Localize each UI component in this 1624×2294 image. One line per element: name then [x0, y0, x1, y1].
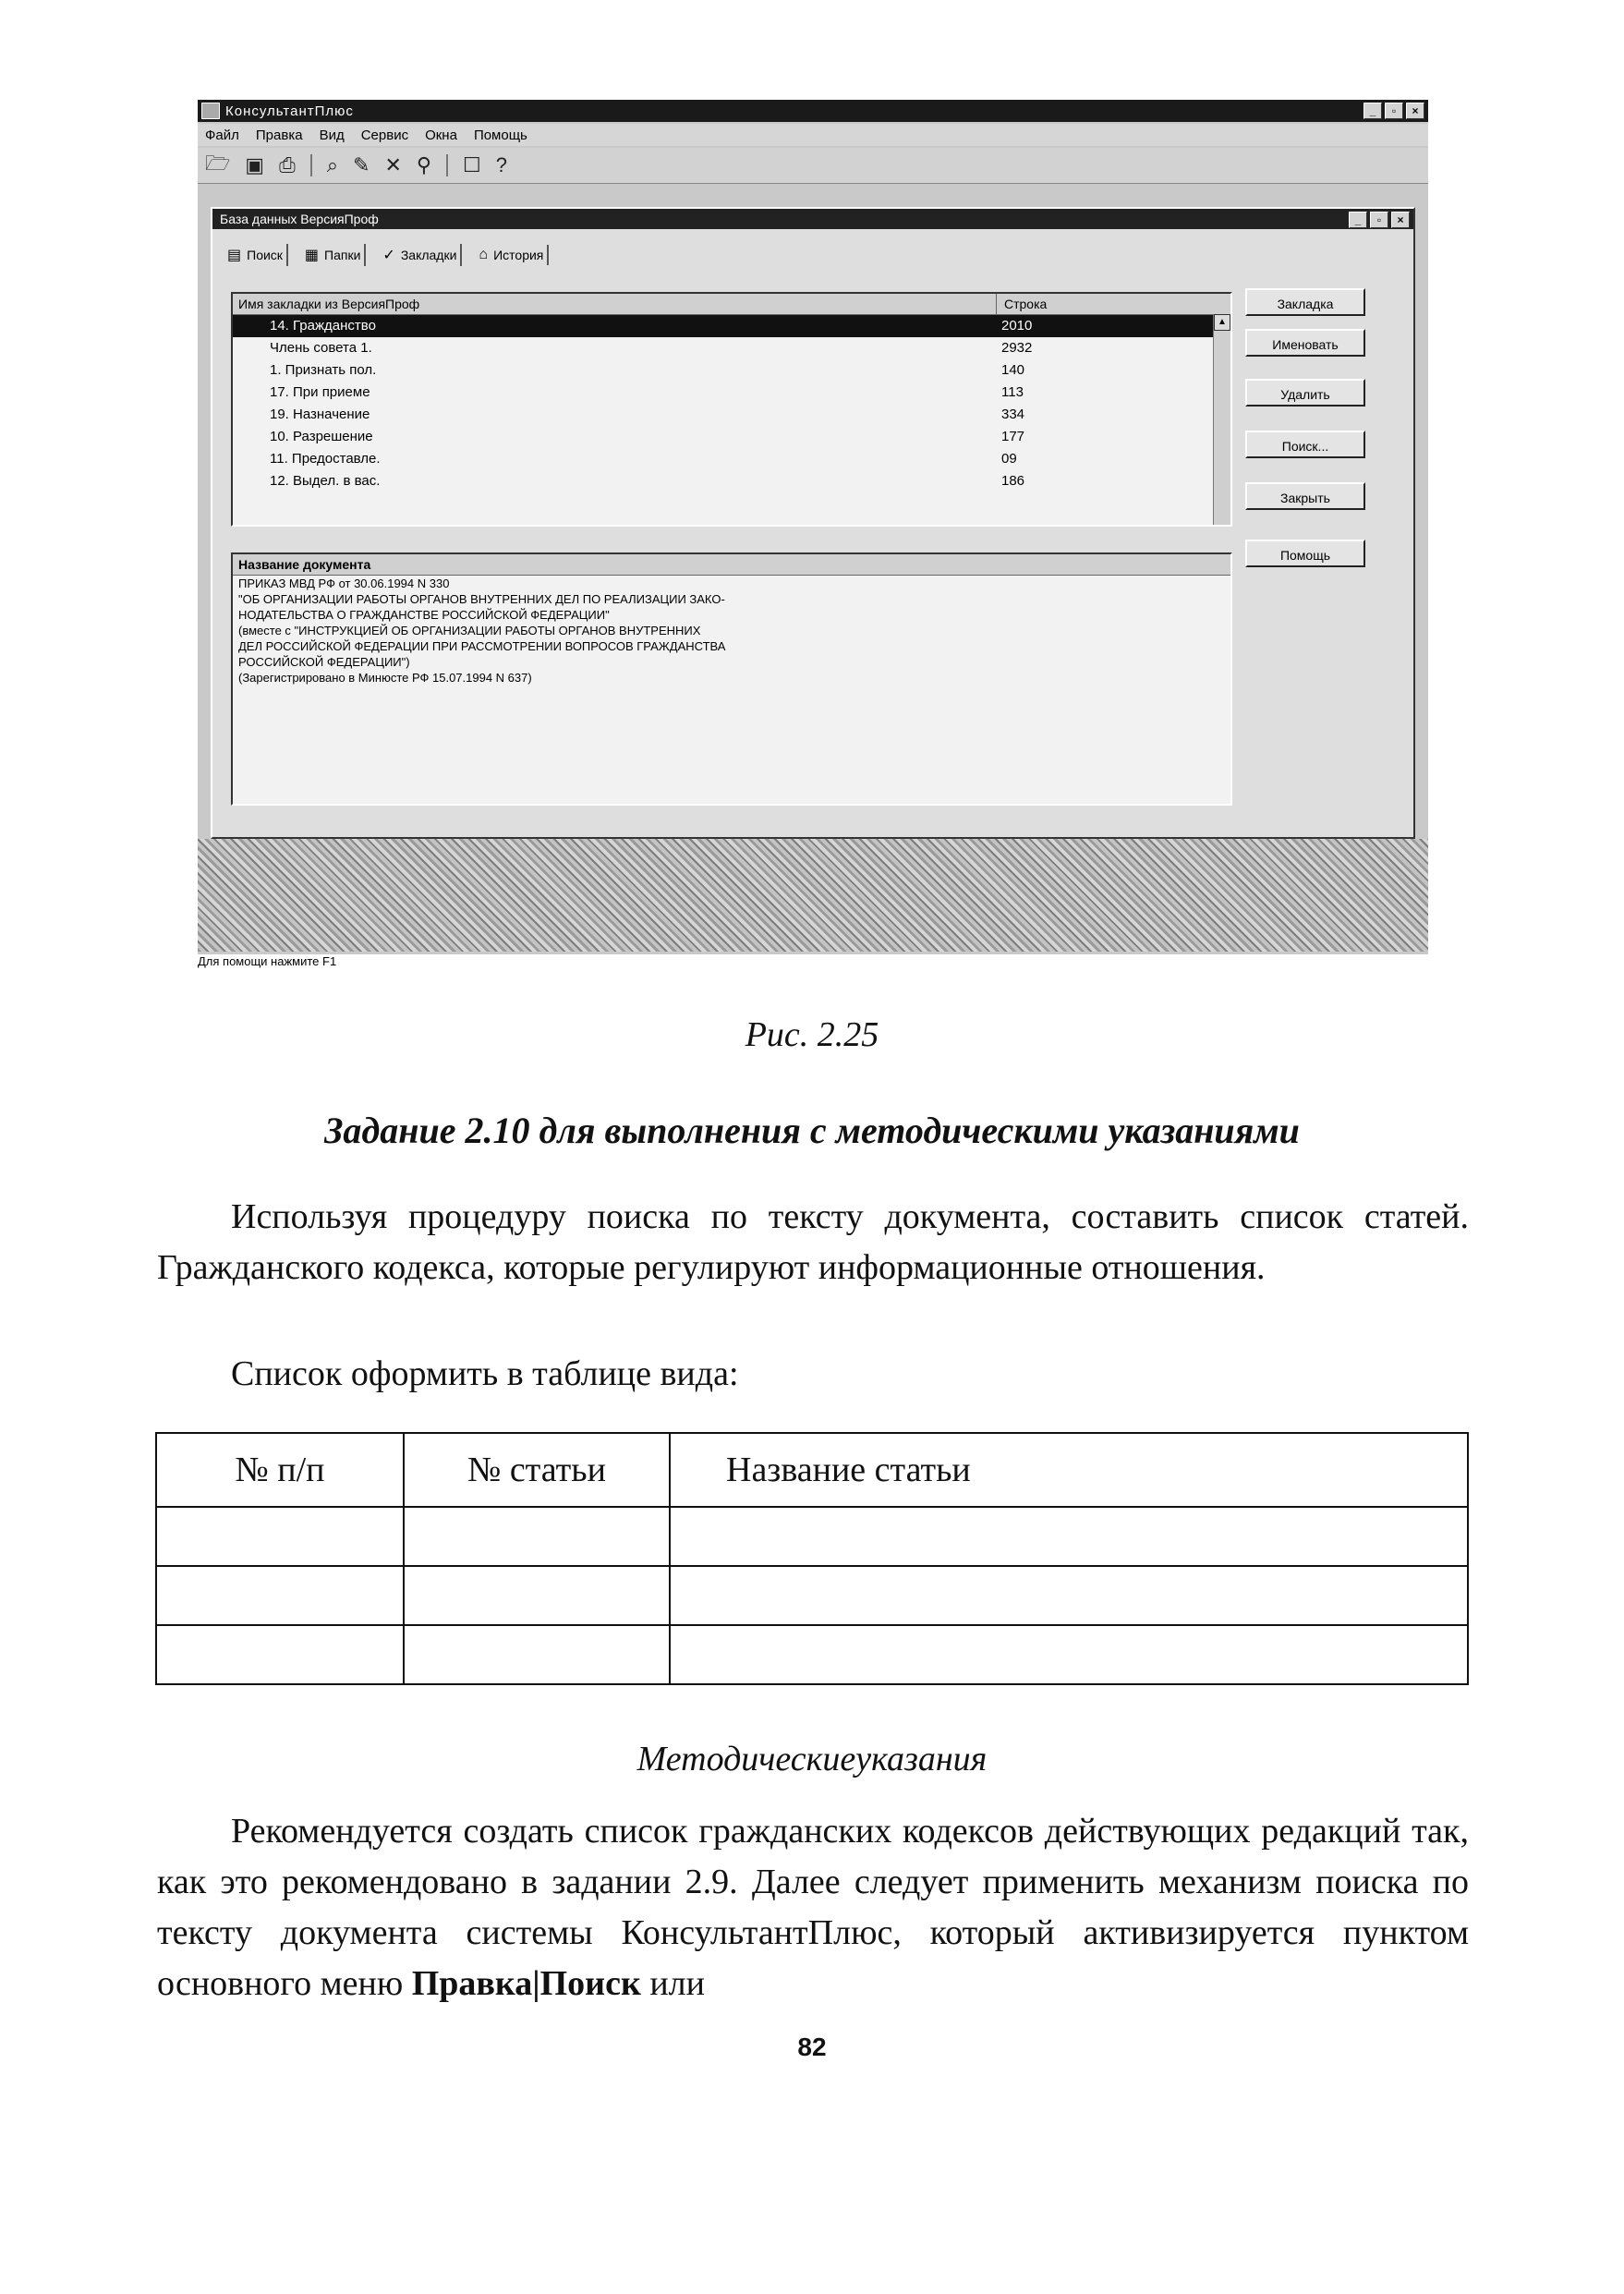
figure-screenshot [198, 100, 1428, 977]
subheading: Методическиеуказания [636, 1740, 988, 1778]
rename-button[interactable]: Именовать [1245, 329, 1365, 357]
tab-bar [224, 244, 562, 266]
close-icon[interactable]: × [1406, 103, 1424, 119]
menu-edit[interactable]: Правка [255, 127, 303, 143]
menubar [198, 124, 1428, 146]
list-item[interactable]: Члень совета 1. 2932 [270, 340, 1033, 356]
search-button[interactable]: Поиск... [1245, 431, 1365, 458]
doc-line: НОДАТЕЛЬСТВА О ГРАЖДАНСТВЕ РОССИЙСКОЙ ФЕДЕРАЦИИ" [238, 608, 610, 622]
doc-header: Название документа [233, 554, 1230, 576]
bookmark-tab-icon: ✓ [382, 248, 395, 263]
child-window-title: База данных ВерсияПроф [220, 212, 379, 226]
paragraph-table-intro: Список оформить в таблице вида: [231, 1354, 739, 1393]
tab-folders[interactable]: ▦ Папки [301, 244, 367, 266]
tab-bookmarks[interactable]: ✓ Закладки [379, 244, 462, 266]
paragraph-instructions: Используя процедуру поиска по тексту документа, составить список статей. Гражданского кодекса, которые регулируют информационные отношения. [157, 1197, 1469, 1287]
delete-button[interactable]: Удалить [1245, 379, 1365, 407]
toolbar [198, 148, 1428, 184]
list-item[interactable]: 1. Признать пол. 140 [270, 362, 1025, 378]
page-number: 82 [797, 2033, 827, 2061]
menu-file[interactable]: Файл [205, 127, 239, 143]
scroll-up-icon[interactable]: ▲ [1214, 314, 1230, 331]
list-item[interactable]: 11. Предоставле. 09 [270, 451, 1017, 467]
menu-help[interactable]: Помощь [473, 127, 527, 143]
menu-path: Правка|Поиск [411, 1964, 641, 2003]
open-icon[interactable]: 🗁 [205, 152, 231, 175]
menu-service[interactable]: Сервис [360, 127, 409, 143]
child-minimize-icon[interactable]: _ [1349, 212, 1367, 228]
table-header-cell: Название статьи [670, 1433, 1468, 1507]
list-item[interactable]: 10. Разрешение 177 [270, 429, 1025, 444]
tab-history[interactable]: ⌂ История [475, 245, 549, 265]
binoculars-icon[interactable]: ⚲ [416, 153, 432, 176]
app-title: КонсультантПлюс [225, 103, 354, 119]
document-name-box [231, 552, 1232, 806]
doc-line: (вместе с "ИНСТРУКЦИЕЙ ОБ ОРГАНИЗАЦИИ РАБОТЫ ОРГАНОВ ВНУТРЕННИХ [238, 624, 701, 637]
bookmark-button[interactable]: Закладка [1245, 288, 1365, 316]
history-icon: ⌂ [479, 247, 489, 262]
bookmark-icon[interactable]: ✎ [353, 153, 370, 176]
table-row [156, 1566, 1468, 1625]
menu-windows[interactable]: Окна [425, 127, 457, 143]
status-bar: Для помощи нажмите F1 [198, 954, 337, 968]
child-close-icon[interactable]: × [1391, 212, 1410, 228]
list-scrollbar[interactable] [1213, 314, 1230, 525]
list-header [233, 294, 1230, 315]
doc-line: ПРИКАЗ МВД РФ от 30.06.1994 N 330 [238, 577, 450, 590]
table-header-cell: № п/п [156, 1433, 404, 1507]
list-item[interactable]: 19. Назначение 334 [270, 407, 1025, 422]
maximize-icon[interactable]: ▫ [1385, 103, 1403, 119]
doc-line: РОССИЙСКОЙ ФЕДЕРАЦИИ") [238, 655, 410, 669]
app-logo-icon [201, 103, 220, 119]
child-maximize-icon[interactable]: ▫ [1370, 212, 1388, 228]
list-item[interactable]: 17. При приеме 113 [270, 384, 1024, 400]
doc-line: "ОБ ОРГАНИЗАЦИИ РАБОТЫ ОРГАНОВ ВНУТРЕННИХ ДЕЛ ПО РЕАЛИЗАЦИИ ЗАКО- [238, 592, 725, 606]
table-row [156, 1625, 1468, 1684]
bookmark-list[interactable] [231, 292, 1232, 527]
close-button[interactable]: Закрыть [1245, 482, 1365, 510]
doc-line: (Зарегистрировано в Минюсте РФ 15.07.1994 N 637) [238, 671, 532, 685]
table-row [156, 1507, 1468, 1566]
tab-search[interactable]: ▤ Поиск [224, 244, 288, 266]
col-line-header[interactable]: Строка [1004, 297, 1048, 311]
desktop-background [198, 839, 1428, 952]
list-item[interactable]: 12. Выдел. в вас. 186 [270, 473, 1025, 489]
delete-icon[interactable]: ✕ [384, 153, 402, 176]
folder-icon: ▦ [304, 248, 320, 263]
help-button[interactable]: Помощь [1245, 540, 1365, 567]
table-header-cell: № статьи [404, 1433, 670, 1507]
list-item[interactable]: 14. Гражданство 2010 [233, 315, 1230, 337]
minimize-icon[interactable]: _ [1363, 103, 1382, 119]
search-icon[interactable]: ⌕ [326, 153, 339, 176]
paragraph-guidelines: Рекомендуется создать список гражданских кодексов действующих редакций так, как это рекомендовано в задании 2.9. Далее следует применить механизм поиска по тексту документа системы КонсультантПлюс, который активизируется пунктом основного меню Правка|Поиск или [157, 1812, 1469, 2003]
task-title: Задание 2.10 для выполнения с методическими указаниями [324, 1110, 1300, 1151]
col-name-header[interactable]: Имя закладки из ВерсияПроф [233, 294, 997, 314]
answer-table [155, 1432, 1469, 1685]
help-icon[interactable]: ? [495, 153, 507, 176]
child-titlebar [212, 209, 1413, 229]
database-window [211, 207, 1415, 839]
print-icon[interactable]: ⎙ [279, 153, 296, 176]
app-titlebar [198, 100, 1428, 122]
menu-view[interactable]: Вид [319, 127, 345, 143]
window-icon[interactable]: ☐ [463, 153, 481, 176]
doc-line: ДЕЛ РОССИЙСКОЙ ФЕДЕРАЦИИ ПРИ РАССМОТРЕНИИ ВОПРОСОВ ГРАЖДАНСТВА [238, 639, 726, 653]
figure-caption: Рис. 2.25 [745, 1015, 879, 1054]
search-tab-icon: ▤ [227, 248, 242, 263]
app-window [198, 100, 1428, 954]
save-icon[interactable]: ▣ [245, 153, 265, 176]
table-header-row [156, 1433, 1468, 1507]
